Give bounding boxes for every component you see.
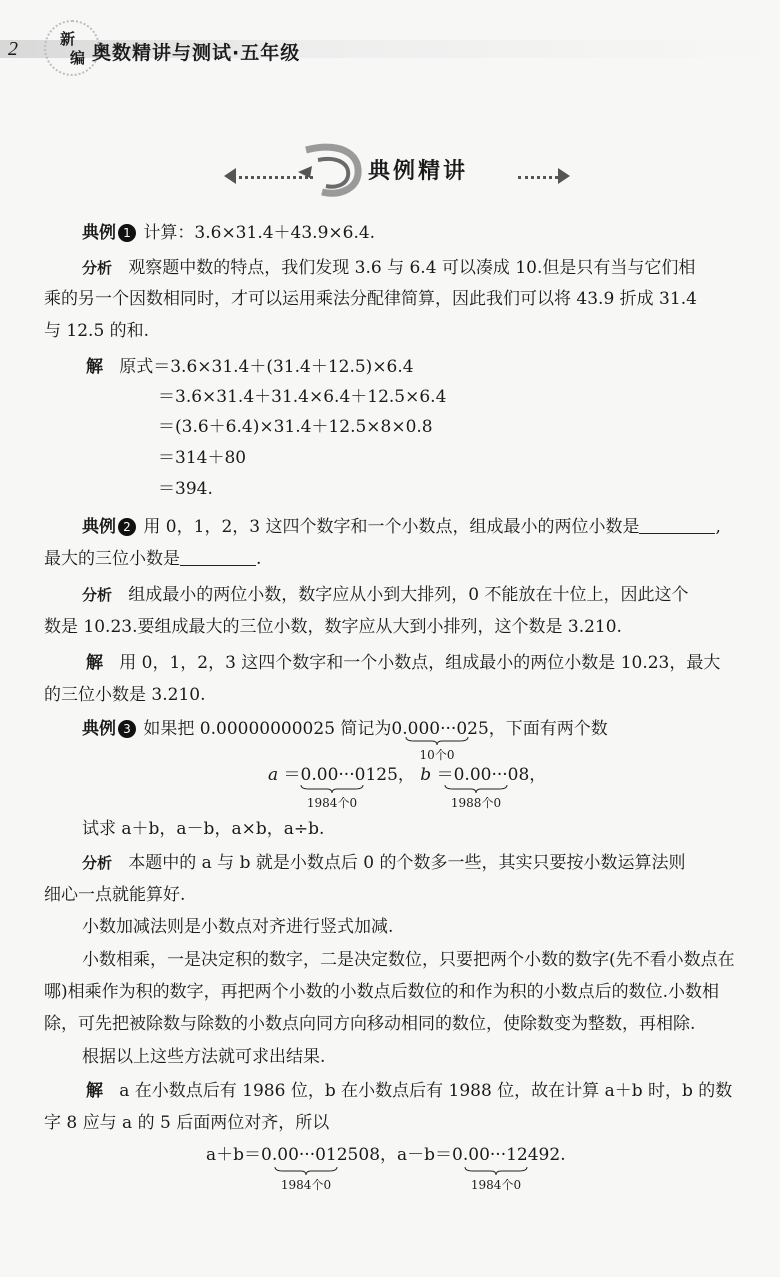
example-number: 2 xyxy=(118,518,136,536)
solution-label: 解 xyxy=(86,357,103,377)
example-2-analysis-line-1 xyxy=(82,584,688,606)
example-2-analysis-line-2: 数是 10.23.要组成最大的三位小数，数字应从大到小排列，这个数是 3.210. xyxy=(44,617,622,637)
arrow-right-icon xyxy=(558,168,570,184)
example-1-analysis-line-2: 乘的另一个因数相同时，才可以运用乘法分配律简算，因此我们可以将 43.9 折成 31.4 xyxy=(44,289,697,309)
solution-text: 用 0，1，2，3 这四个数字和一个小数点，组成最小的两位小数是 10.23，最大 xyxy=(119,653,721,673)
number-tail: 0125， xyxy=(354,765,415,785)
expr-a-plus-b: a＋b＝ xyxy=(206,1145,262,1165)
brace-1984-zeros xyxy=(296,784,368,811)
question-text: 用 0，1，2，3 这四个数字和一个小数点，组成最小的两位小数是 xyxy=(143,517,640,537)
example-number: 1 xyxy=(118,224,136,242)
brace-label: 1984个0 xyxy=(280,1178,332,1192)
example-label: 典例 xyxy=(82,517,116,537)
example-3-solution-line-2: 字 8 应与 a 的 5 后面两位对齐，所以 xyxy=(44,1113,330,1133)
section-banner xyxy=(228,140,568,200)
example-label: 典例 xyxy=(82,223,116,243)
paragraph-mul-3: 除，可先把被除数与除数的小数点向同方向移动相同的数位，使除数变为整数，再相除. xyxy=(44,1014,696,1034)
banner-dots-right xyxy=(518,176,558,179)
example-3-analysis-line-1 xyxy=(82,852,686,874)
result-line xyxy=(206,1144,566,1166)
brace-icon xyxy=(463,1166,529,1176)
example-label: 典例 xyxy=(82,719,116,739)
brace-label: 1984个0 xyxy=(470,1178,522,1192)
analysis-text: 组成最小的两位小数，数字应从小到大排列，0 不能放在十位上，因此这个 xyxy=(128,585,689,605)
analysis-text: 观察题中数的特点，我们发现 3.6 与 6.4 可以凑成 10.但是只有当与它们相 xyxy=(128,258,696,278)
expr-a-minus-b: 012508，a－b＝ xyxy=(315,1145,453,1165)
answer-blank-1[interactable] xyxy=(639,517,715,534)
solution-label: 解 xyxy=(86,1081,103,1101)
example-3-ask: 试求 a＋b，a－b，a×b，a÷b. xyxy=(82,819,325,839)
swirl-icon xyxy=(298,140,368,200)
question-text: 025，下面有两个数 xyxy=(456,719,608,739)
bian-char: 编 xyxy=(70,49,86,67)
example-2-question-line-1: 典例 2 用 0，1，2，3 这四个数字和一个小数点，组成最小的两位小数是 , xyxy=(82,517,721,537)
page-number: 2 xyxy=(8,38,18,60)
braced-number: 0.000··· xyxy=(391,719,457,739)
solution-step: 原式＝3.6×31.4＋(31.4＋12.5)×6.4 xyxy=(119,357,414,377)
solution-step-5: ＝394. xyxy=(158,479,213,499)
braced-number: 0.00··· xyxy=(452,1145,507,1165)
var-a: a xyxy=(268,765,279,785)
brace-label: 1988个0 xyxy=(450,796,502,810)
solution-step-2: ＝3.6×31.4＋31.4×6.4＋12.5×6.4 xyxy=(158,387,447,407)
question-text: 如果把 0.00000000025 简记为 xyxy=(143,719,392,739)
var-b: b xyxy=(420,765,432,785)
book-title: 奥数精讲与测试·五年级 xyxy=(92,42,301,64)
example-1-question xyxy=(82,222,375,244)
brace-result-2 xyxy=(460,1166,532,1193)
braced-number: 0.00··· xyxy=(300,765,355,785)
brace-label: 10个0 xyxy=(419,748,455,762)
example-1-analysis-line-3: 与 12.5 的和. xyxy=(44,321,150,341)
paragraph-add-sub: 小数加减法则是小数点对齐进行竖式加减. xyxy=(82,917,394,937)
solution-step-3: ＝(3.6＋6.4)×31.4＋12.5×8×0.8 xyxy=(158,417,433,437)
number-tail: 08， xyxy=(507,765,547,785)
braced-number: 0.00··· xyxy=(261,1145,316,1165)
example-3-question xyxy=(82,718,608,740)
question-text: 计算：3.6×31.4＋43.9×6.4. xyxy=(143,223,376,243)
example-2-question-line-2 xyxy=(44,548,261,570)
example-2-solution-line-1 xyxy=(86,652,720,674)
paragraph-mul-1: 小数相乘，一是决定积的数字，二是决定数位，只要把两个小数的数字(先不看小数点在 xyxy=(82,950,735,970)
brace-result-1 xyxy=(270,1166,342,1193)
analysis-label: 分析 xyxy=(82,854,113,872)
section-title: 典例精讲 xyxy=(368,159,469,184)
period: . xyxy=(256,549,262,569)
answer-blank-2[interactable] xyxy=(180,549,256,566)
example-1-analysis-line-1 xyxy=(82,257,695,279)
brace-10-zeros xyxy=(402,736,472,763)
brace-icon xyxy=(443,784,509,794)
solution-text: a 在小数点后有 1986 位，b 在小数点后有 1988 位，故在计算 a＋b 时，b 的数 xyxy=(119,1081,733,1101)
brace-icon xyxy=(299,784,365,794)
brace-1988-zeros xyxy=(440,784,512,811)
paragraph-conclusion: 根据以上这些方法就可求出结果. xyxy=(82,1047,326,1067)
example-number: 3 xyxy=(118,720,136,738)
analysis-label: 分析 xyxy=(82,259,113,277)
question-text: 最大的三位小数是 xyxy=(44,549,180,569)
xin-char: 新 xyxy=(60,30,76,48)
arrow-left-icon xyxy=(224,168,236,184)
brace-label: 1984个0 xyxy=(306,796,358,810)
example-1-solution-line-1 xyxy=(86,356,414,378)
brace-icon xyxy=(273,1166,339,1176)
braced-number: 0.00··· xyxy=(453,765,508,785)
xinbian-logo xyxy=(60,28,86,68)
number-tail: 12492. xyxy=(506,1145,566,1165)
brace-icon xyxy=(404,736,470,746)
solution-step-4: ＝314＋80 xyxy=(158,448,247,468)
solution-label: 解 xyxy=(86,653,103,673)
equals: ＝ xyxy=(278,765,301,785)
analysis-text: 本题中的 a 与 b 就是小数点后 0 的个数多一些，其实只要按小数运算法则 xyxy=(128,853,686,873)
example-2-solution-line-2: 的三位小数是 3.210. xyxy=(44,685,206,705)
example-3-analysis-line-2: 细心一点就能算好. xyxy=(44,885,186,905)
page-header xyxy=(0,28,780,70)
paragraph-mul-2: 哪)相乘作为积的数字，再把两个小数的小数点后数位的和作为积的小数点后的数位.小数相 xyxy=(44,982,720,1002)
analysis-label: 分析 xyxy=(82,586,113,604)
definition-line xyxy=(268,764,546,786)
equals: ＝ xyxy=(431,765,454,785)
example-3-solution-line-1 xyxy=(86,1080,732,1102)
